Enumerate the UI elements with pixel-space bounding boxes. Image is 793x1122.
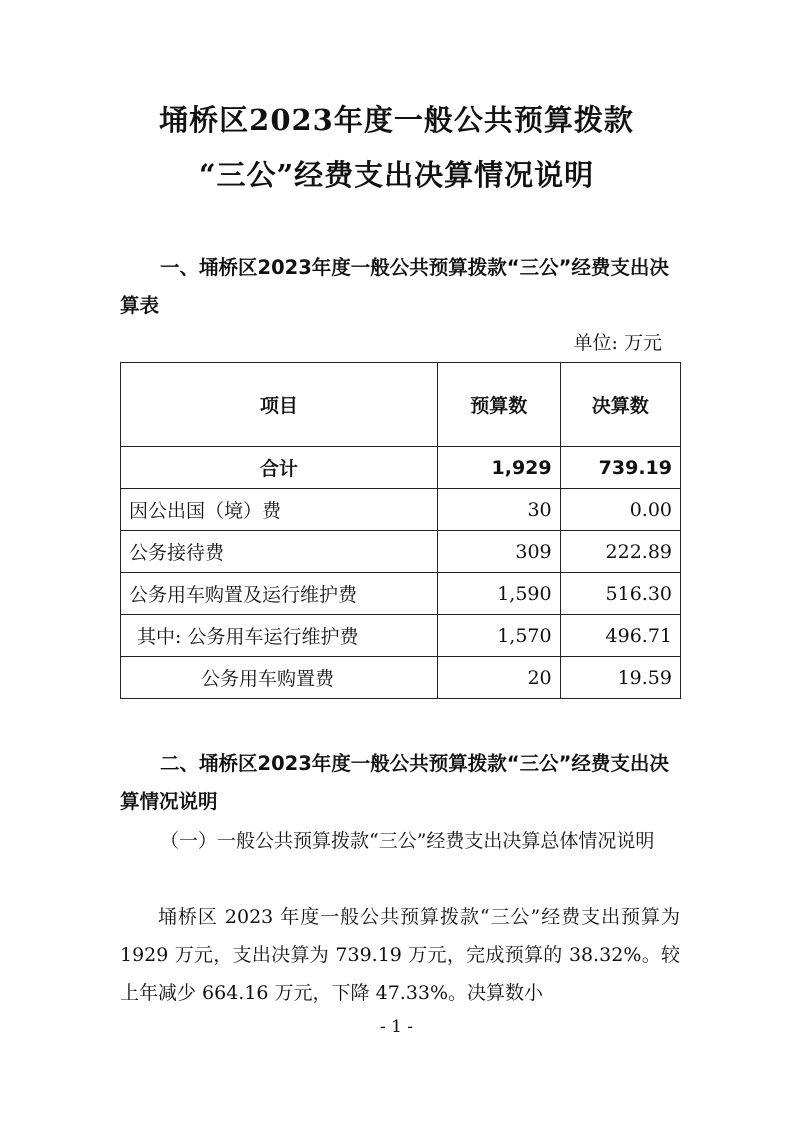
row-budget: 1,590 (437, 573, 560, 615)
row-label: 公务用车购置及运行维护费 (121, 573, 438, 615)
subsection1-heading: （一）一般公共预算拨款“三公”经费支出决算总体情况说明 (160, 830, 655, 852)
section2-heading: 二、埇桥区2023年度一般公共预算拨款“三公”经费支出决算情况说明 (120, 752, 669, 813)
row-label: 其中: 公务用车运行维护费 (121, 615, 438, 657)
table-header-row (121, 363, 681, 447)
row-budget: 30 (437, 489, 560, 531)
table-row (121, 573, 681, 615)
section1-heading: 一、埇桥区2023年度一般公共预算拨款“三公”经费支出决算表 (120, 256, 669, 317)
page-number: - 1 - (379, 1017, 414, 1037)
row-label: 公务接待费 (121, 531, 438, 573)
document-title-line1: 埇桥区2023年度一般公共预算拨款 (159, 103, 634, 137)
table-row (121, 615, 681, 657)
row-actual: 739.19 (560, 447, 680, 489)
row-budget: 309 (437, 531, 560, 573)
row-budget: 1,570 (437, 615, 560, 657)
header-item: 项目 (121, 363, 438, 447)
row-label: 公务用车购置费 (121, 657, 438, 699)
row-actual: 19.59 (560, 657, 680, 699)
row-actual: 0.00 (560, 489, 680, 531)
paragraph-1: 埇桥区 2023 年度一般公共预算拨款“三公”经费支出预算为 1929 万元，支出决算为 739.19 万元，完成预算的 38.32%。较上年减少 664.16 万元，下降 47.33%。决算数小 (120, 906, 680, 1004)
budget-table (120, 362, 681, 699)
table-row (121, 489, 681, 531)
row-budget: 1,929 (437, 447, 560, 489)
row-label: 因公出国（境）费 (121, 489, 438, 531)
header-actual: 决算数 (560, 363, 680, 447)
row-actual: 516.30 (560, 573, 680, 615)
table-row (121, 531, 681, 573)
document-title-line2: “三公”经费支出决算情况说明 (198, 158, 595, 192)
row-actual: 222.89 (560, 531, 680, 573)
table-row-total (121, 447, 681, 489)
row-label: 合计 (121, 447, 438, 489)
row-actual: 496.71 (560, 615, 680, 657)
unit-label: 单位: 万元 (573, 332, 662, 354)
table-row (121, 657, 681, 699)
header-budget: 预算数 (437, 363, 560, 447)
row-budget: 20 (437, 657, 560, 699)
